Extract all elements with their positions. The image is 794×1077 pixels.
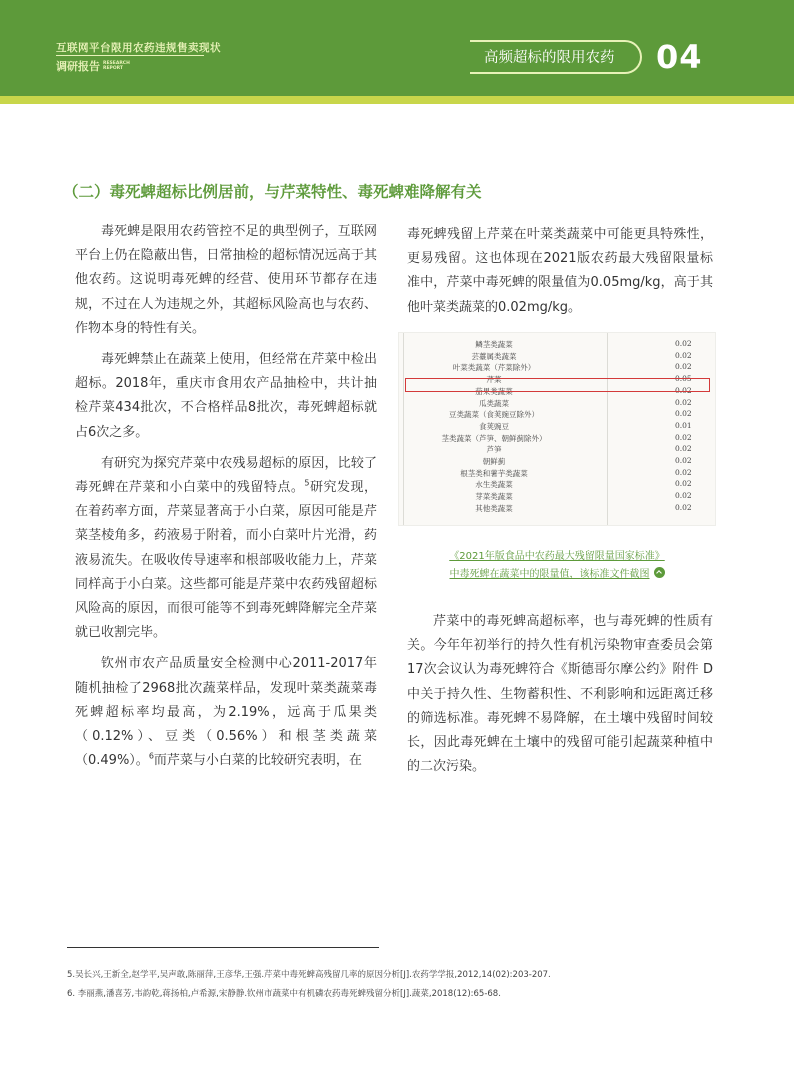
table-cell-limit: 0.02 [675,467,692,477]
table-row [399,433,716,445]
table-cell-category: 芽菜类蔬菜 [475,492,513,502]
report-brand [56,58,130,74]
celery-highlight-box [405,378,710,392]
table-cell-limit: 0.02 [675,362,692,372]
table-cell-category: 芦笋 [486,445,502,455]
paragraph-text: 研究发现，在着药率方面，芹菜显著高于小白菜，原因可能是芹菜茎棱角多，药液易于附着，而小白菜叶片光滑，药液易流失。在吸收传导速率和根部吸收能力上，芹菜同样高于小白菜。这些都可能是芹菜中农药残留超标风险高的原因，而很可能等不到毒死蜱降解完全芹菜就已收割完毕。 [75,480,377,641]
table-cell-limit: 0.02 [675,339,692,348]
brand-en-line2: REPORT [103,66,123,71]
table-row [399,339,716,351]
table-cell-limit: 0.02 [675,385,692,395]
table-cell-limit: 0.02 [675,397,692,407]
table-row [399,468,716,480]
chapter-number: 04 [656,38,703,76]
table-cell-limit: 0.02 [675,502,692,512]
caption-line1[interactable]: 《2021年版食品中农药最大残留限量国家标准》 [449,551,665,562]
paragraph [75,452,377,646]
mrl-table-screenshot [398,332,716,526]
paragraph-text: 而芹菜与小白菜的比较研究表明，在 [153,753,362,769]
table-cell-limit: 0.05 [675,374,692,384]
footnote-divider [67,947,379,948]
paragraph: 毒死蜱禁止在蔬菜上使用，但经常在芹菜中检出超标。2018年，重庆市食用农产品抽检中，共计抽检芹菜434批次，不合格样品8批次，毒死蜱超标就占6次之多。 [75,352,377,440]
table-cell-limit: 0.02 [675,491,692,501]
table-cell-category: 食荚豌豆 [479,421,509,431]
footnote-6: 6. 李丽燕,潘喜芳,韦韵乾,蒋扬柏,卢希源,宋静静.钦州市蔬菜中有机磷农药毒死蜱残留分析[J].蔬菜,2018(12):65-68. [67,989,501,999]
table-row [399,362,716,374]
paragraph: 毒死蜱是限用农药管控不足的典型例子，互联网平台上仍在隐蔽出售，日常抽检的超标情况远高于其他农药。这说明毒死蜱的经营、使用环节都存在违规，不过在人为违规之外，其超标风险高也与农药、作物本身的特性有关。 [75,224,377,336]
table-cell-category: 其他类蔬菜 [475,503,513,513]
header-accent-bar [0,96,794,104]
right-column-top [407,223,713,327]
table-cell-limit: 0.02 [675,444,692,454]
table-row [399,409,716,421]
section-title: （二）毒死蜱超标比例居前，与芹菜特性、毒死蜱难降解有关 [63,183,482,201]
table-cell-limit: 0.02 [675,432,692,442]
paragraph [75,652,377,773]
footnote-ref[interactable]: 5 [304,478,310,488]
table-cell-category: 水生类蔬菜 [475,480,513,490]
table-row [399,444,716,456]
table-cell-category: 朝鲜蓟 [482,457,506,466]
table-cell-category: 芹菜 [486,375,502,385]
table-cell-category: 豆类蔬菜（食荚豌豆除外） [449,410,539,420]
page-header [0,0,794,96]
footnote-5: 5.吴长兴,王新全,赵学平,吴声敢,陈丽萍,王彦华,王强.芹菜中毒死蜱高残留几率的原因分析[J].农药学学报,2012,14(02):203-207. [67,970,551,980]
table-cell-category: 茄果类蔬菜 [475,386,513,396]
table-cell-category: 鳞茎类蔬菜 [475,340,513,349]
footnote-ref[interactable]: 6 [148,751,154,761]
table-row [399,479,716,491]
table-cell-limit: 0.02 [675,409,692,419]
table-cell-limit: 0.01 [675,420,692,430]
table-cell-category: 叶菜类蔬菜（芹菜除外） [452,363,536,373]
table-cell-category: 根茎类和薯芋类蔬菜 [460,468,528,478]
table-row [399,398,716,410]
paragraph: 毒死蜱残留上芹菜在叶菜类蔬菜中可能更具特殊性，更易残留。这也体现在2021版农药最大残留限量标准中，芹菜中毒死蜱的限量值为0.05mg/kg，高于其他叶菜类蔬菜的0.02mg/kg。 [407,227,713,315]
table-cell-limit: 0.02 [675,479,692,489]
chapter-title: 高频超标的限用农药 [484,50,615,66]
figure-caption [398,548,716,584]
report-series-title: 互联网平台限用农药违规售卖现状 [56,42,221,54]
footnotes [67,966,727,1004]
table-cell-limit: 0.02 [675,456,692,465]
table-row [399,421,716,433]
table-cell-category: 芸薹属类蔬菜 [471,351,517,361]
table-cell-category: 茎类蔬菜（芦笋、朝鲜蓟除外） [441,433,547,443]
table-row [399,456,716,468]
table-cell-limit: 0.02 [675,350,692,360]
table-row [399,503,716,515]
table-row [399,491,716,503]
report-brand-label: 调研报告 [56,60,100,73]
brand-divider [56,55,204,56]
paragraph-text: 有研究为探究芹菜中农残易超标的原因，比较了毒死蜱在芹菜和小白菜中的残留特点。 [75,455,377,496]
left-column [75,220,377,780]
report-brand-en [103,61,130,71]
right-column-bottom [407,610,713,786]
paragraph-text: 钦州市农产品质量安全检测中心2011-2017年随机抽检了2968批次蔬菜样品，发现叶菜类蔬菜毒死蜱超标率均最高，为2.19%，远高于瓜果类（0.12%）、豆类（0.56%）和根茎类蔬菜（0.49%）。 [75,656,377,769]
caption-line2[interactable]: 中毒死蜱在蔬菜中的限量值，该标准文件截图 [449,569,650,580]
paragraph: 芹菜中的毒死蜱高超标率，也与毒死蜱的性质有关。今年年初举行的持久性有机污染物审查委员会第17次会议认为毒死蜱符合《斯德哥尔摩公约》附件 D 中关于持久性、生物蓄积性、不利影响和远距离迁移的筛选标准。毒死蜱不易降解，在土壤中残留时间较长，因此毒死蜱在土壤中的残留可能引起蔬菜种植中的二次污染。 [407,614,713,775]
table-row [399,351,716,363]
table-cell-category: 瓜类蔬菜 [479,398,509,408]
brand-en-line1: RESEARCH [103,61,130,66]
chevron-up-icon[interactable] [654,567,665,578]
